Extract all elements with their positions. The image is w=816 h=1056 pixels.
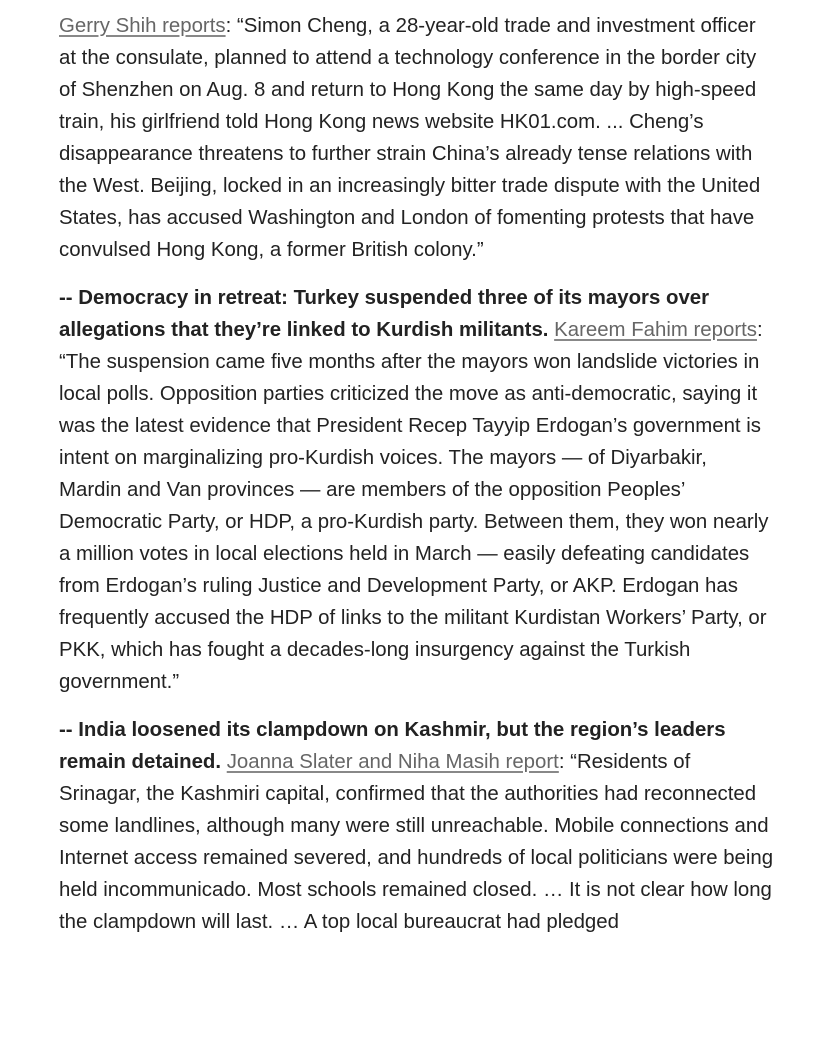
slater-masih-report-link[interactable]: Joanna Slater and Niha Masih report [226,751,559,773]
kareem-fahim-reports-link[interactable]: Kareem Fahim reports [554,319,757,341]
paragraph-hong-kong [59,10,774,266]
paragraph-text: : “Residents of Srinagar, the Kashmiri capital, confirmed that the authorities had reconnected some landlines, although many were still unreachable. Mobile connections and Internet access remained severed, and hundreds of local politicians were being held incommunicado. Most schools remained closed. … It is not clear how long the clampdown will last. … A top local bureaucrat had pledged [59,751,774,933]
article-body [59,10,774,954]
paragraph-turkey [59,282,774,698]
gerry-shih-reports-link[interactable]: Gerry Shih reports [59,15,226,37]
paragraph-text: : “Simon Cheng, a 28-year-old trade and investment officer at the consulate, planned to attend a technology conference in the border city of Shenzhen on Aug. 8 and return to Hong Kong the same day by high-speed train, his girlfriend told Hong Kong news website HK01.com. ... Cheng’s disappearance threatens to further strain China’s already tense relations with the West. Beijing, locked in an increasingly bitter trade dispute with the United States, has accused Washington and London of fomenting protests that have convulsed Hong Kong, a former British colony.” [59,15,761,261]
paragraph-lead: -- Democracy in retreat: Turkey suspended three of its mayors over allegations that they’re linked to Kurdish militants. [59,287,710,341]
paragraph-kashmir [59,714,774,938]
paragraph-lead: -- India loosened its clampdown on Kashmir, but the region’s leaders remain detained. [59,719,726,773]
paragraph-text: : “The suspension came five months after the mayors won landslide victories in local polls. Opposition parties criticized the move as anti-democratic, saying it was the latest evidence that President Recep Tayyip Erdogan’s government is intent on marginalizing pro-Kurdish voices. The mayors — of Diyarbakir, Mardin and Van provinces — are members of the opposition Peoples’ Democratic Party, or HDP, a pro-Kurdish party. Between them, they won nearly a million votes in local elections held in March — easily defeating candidates from Erdogan’s ruling Justice and Development Party, or AKP. Erdogan has frequently accused the HDP of links to the militant Kurdistan Workers’ Party, or PKK, which has fought a decades-long insurgency against the Turkish government.” [59,319,769,693]
